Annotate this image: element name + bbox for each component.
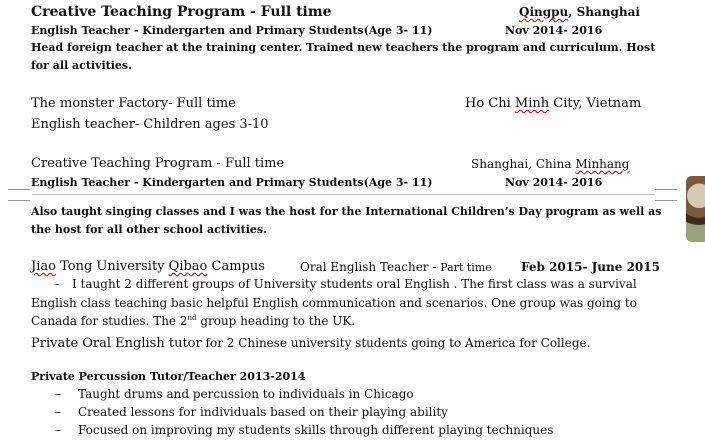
page-margin-marker-left	[8, 189, 30, 201]
job-dates-4: Feb 2015- June 2015	[521, 260, 660, 274]
job-location-minhang	[471, 157, 629, 171]
job-desc-3-line2: the host for all other school activities.	[31, 223, 267, 236]
page-divider-line	[32, 194, 655, 195]
tutor-desc: for 2 Chinese university students going to America for College.	[201, 336, 591, 350]
location-prefix: Ho Chi	[465, 96, 515, 111]
job-desc-1-line2: for all activities.	[31, 59, 132, 72]
job-desc-1-line1: Head foreign teacher at the training center. Trained new teachers the program and curriculum. Host	[31, 41, 656, 54]
job-desc-4-line2: English class teaching basic helpful English communication and scenarios. One group was going to	[31, 296, 637, 310]
job-title-creative-teaching-1: Creative Teaching Program - Full time	[31, 4, 332, 20]
location-suffix: , Shanghai	[568, 5, 640, 19]
line-text: group heading to the UK.	[196, 314, 356, 328]
user-avatar[interactable]	[686, 176, 705, 242]
job-desc-4-line3	[31, 314, 355, 328]
spell-underlined-word: Minh	[514, 96, 550, 111]
spell-underlined-word: Minhang	[575, 157, 630, 171]
job-desc-3-line1: Also taught singing classes and I was the host for the International Children’s Day program as well as	[31, 205, 662, 218]
job-location-ho-chi-minh	[465, 96, 641, 111]
job-org-jiao-tong	[31, 259, 265, 274]
job-desc-4-line1: I taught 2 different groups of University students oral English . The first class was a survival	[72, 277, 637, 291]
job-role-1: English Teacher - Kindergarten and Primary Students(Age 3- 11)	[31, 24, 433, 37]
spell-underlined-word: Qingpu	[519, 5, 569, 19]
spell-underlined-word: Qibao	[168, 259, 208, 274]
page-margin-marker-right	[655, 189, 677, 201]
job-title-monster-factory: The monster Factory- Full time	[31, 96, 236, 111]
location-suffix: City, Vietnam	[549, 96, 642, 111]
tutor-title: Private Oral English tutor	[31, 336, 202, 351]
job-role-2: English teacher- Children ages 3-10	[31, 117, 269, 132]
org-text: Campus	[207, 259, 265, 274]
spell-underlined-word: Jiao	[31, 259, 56, 274]
role-separator: -	[428, 260, 441, 274]
job-private-tutor	[31, 332, 590, 351]
bullet-dash: –	[55, 387, 61, 401]
employment-type: Part time	[440, 261, 492, 274]
line-text: Canada for studies. The 2	[31, 314, 188, 328]
page-break	[0, 186, 705, 204]
bullet-dash: –	[55, 405, 61, 419]
role-text: Oral English Teacher	[300, 260, 429, 274]
job-title-percussion: Private Percussion Tutor/Teacher 2013-2014	[31, 370, 306, 383]
job-title-creative-teaching-2: Creative Teaching Program - Full time	[31, 156, 285, 171]
job-dates-3: Nov 2014- 2016	[505, 176, 603, 189]
job-dates-1: Nov 2014- 2016	[505, 24, 603, 37]
org-text: Tong University	[55, 259, 169, 274]
job-role-3: English Teacher - Kindergarten and Primary Students(Age 3- 11)	[31, 176, 433, 189]
bullet-dash: -	[55, 277, 60, 291]
location-prefix: Shanghai, China	[471, 157, 576, 171]
percussion-bullet-3: Focused on improving my students skills through different playing techniques	[78, 423, 554, 437]
job-role-oral-english	[300, 260, 492, 274]
job-location-qingpu	[519, 5, 640, 19]
percussion-bullet-2: Created lessons for individuals based on their playing ability	[78, 405, 448, 419]
percussion-bullet-1: Taught drums and percussion to individuals in Chicago	[78, 387, 414, 401]
superscript: nd	[187, 314, 197, 322]
bullet-dash: –	[55, 423, 61, 437]
